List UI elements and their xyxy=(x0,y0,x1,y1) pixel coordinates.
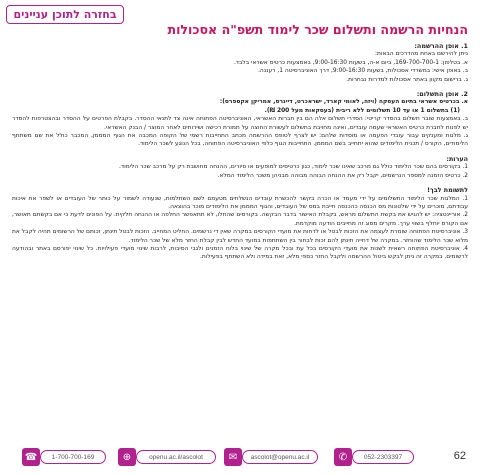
email-link[interactable]: ascolot@openu.ac.il xyxy=(242,450,318,464)
whatsapp-link[interactable]: 052-2303397 xyxy=(352,450,414,464)
attention-section xyxy=(12,186,468,262)
section-heading: הערות: xyxy=(446,154,468,163)
section-line: ב. באופן אישי: במשרדי אסכולות, בשעות 9:00-16:30, דרך האוניברסיטה 1, רעננה. xyxy=(258,68,468,75)
section-heading: 2. אופן התשלום: xyxy=(416,90,468,99)
page-number: 62 xyxy=(453,450,466,462)
page-title: הנחיות הרשמה ותשלום שכר לימוד תשפ"ה אסכולות xyxy=(167,22,468,37)
document-body xyxy=(12,42,468,432)
whatsapp-icon: ✆ xyxy=(334,448,352,466)
section-line: ג. ברישום מקוון באתר אסכולות למדרות נבחרות. xyxy=(346,76,468,83)
phone-link[interactable]: 1-700-700-169 xyxy=(40,450,106,464)
section-heading: 1. אופן ההרשמה: xyxy=(414,42,468,50)
phone-icon: ☎ xyxy=(22,448,40,466)
phone-contact[interactable] xyxy=(20,448,106,466)
notes-section xyxy=(12,155,468,180)
payment-section xyxy=(12,90,468,149)
website-link[interactable]: openu.ac.il/ascolot xyxy=(136,450,216,464)
section-paragraph: 4. אוניברסיטת הפתוחה רשאית לשנות את מועדי הקורסים בכל עת ובכל מקרה של שינוי בלוח הזמנים ולגבי הסיבות, לרבות שינוי מועדי פעילויות. כל שינוי יפורסם באתר ובהודעה לרשומים. במקרה זה ניתן לבקש ביטול ההרשמה ולקבל החזר כספי מלא, זאת במידה ולא השתתף בפעילות. xyxy=(12,245,468,261)
section-line: ניתן להירשם באחת מהדרכים הבאות: xyxy=(374,51,468,58)
section-line: א. בטלפון: 169-700-700-1, ביום א-ה, בשעות 9:00-16:30, באמצעות כרטיס אשראי בלבד. xyxy=(233,59,468,66)
globe-icon: ⊕ xyxy=(118,448,136,466)
section-paragraph: 3. אוניברסיטת הפתוחה שומרת לעצמה את הזכות לבטל או לדחות את מועדי הקורסים במקרה שאין די נרשמים. החליט המחייב. הזכות לבטל תינתן, זכותם של הרשומים תהיה לקבל את מלוא שכר הלימוד שהוחזר. במקרה של דחייה תינתן להם זכות לבחור בין השתתפות במועד החדש לבין קבלת החזר מלא של שכר הלימוד. xyxy=(12,229,468,244)
section-line: א. בכרטיס אשראי בתיום העסקה (ויזה, לאומי קארד, ישראכרט, דיינרס, אמריקן אקספרס): xyxy=(219,99,468,106)
section-line: 2. כרטיס הזמנה למספר הנרשמים, יקבל רק את ההנחה הבוהה מבוהה מבניהן משכר הלימוד המלא. xyxy=(217,172,468,179)
section-paragraph: ב. באמצעות שובר תשלום בהסדר קריטי: הסדרי תשלום אלה הם בין חברות האשראי, האוניברסיטה הפתוחה אינה צד לתנאי ההסדר. בקבלת הפרטים על ההסדר ובהצטרפות להסדר יש לפנות לחברת כרטיס האשראי שעמה עובדים, ואינה מחויבת בתשלום לעשורת החוצה על תמורת רכישה ושירותים לאחר המוצר / הבנק האשראי. xyxy=(12,116,468,131)
page-footer xyxy=(0,446,480,470)
section-paragraph: ג. מלגות ומענקים עבור עובדי הפעמה או מוסדות שלהם: יש לצרף לטופס ההרשמה מכתב התחייבות רשמי של הקופה המכבה את הגוף המממן, המכבר כולל את שם משתתף הלימודים, הקורס / תכנית הלימודים שהוא יתחייב בשם המממן. התחייבות הגוף כלפי האוניברסיטה הפתוחה, בכל הנוגע לשכר הלימוד. xyxy=(12,133,468,148)
section-paragraph: 2. אוריינטציה: יש להגיש את בקשת התשלום מראש, בקבלת האישור בדבר הבקשה. בקורסים שהחלו, לא תתאפשר החלפה או ההנחה חלקית. על הפונים לדעת כי אם בקשתם תאושר, אם הקורס יוחלף בשווי ערך. מקרים מסוג זה מחייבים הודעה מוקדמת. xyxy=(12,212,468,227)
back-to-toc-button[interactable]: בחזרה לתוכן עניינים xyxy=(6,5,124,24)
section-paragraph: 1. המלגות שכר הלימוד התשלומים על ידי מעמד או הכרה בקשר להכשרת עובדים הנשלחים מטעמם לשם השתלמות, שנעודה לשמור על כותר של העובדים או לשפר את איכות עבודתם, מוכרים על ידי שלטונות מס הכנסה כהכנסה חייבת במס של העובדים, והגוף המממן את הלימודים מוכר בהוצאה. xyxy=(12,195,468,210)
whatsapp-contact[interactable] xyxy=(332,448,414,466)
email-icon: ✉ xyxy=(224,448,242,466)
section-line: (1) בתשלום 1 או עד 10 תשלומים ללא ריבית (בעסקאות מעל 200 ₪). xyxy=(264,107,460,114)
section-line: 1. בקורסים בהם שכר הלימוד כולל גם מרכב שאינו שכר לימוד, כגון כרטיסים למופעים או סיורים, ההנחה מחושבת רק על מרכב שכר הלימוד. xyxy=(119,164,468,171)
website-contact[interactable] xyxy=(116,448,216,466)
email-contact[interactable] xyxy=(222,448,318,466)
section-heading: לתשומת לבך! xyxy=(427,186,468,195)
registration-section xyxy=(12,42,468,84)
